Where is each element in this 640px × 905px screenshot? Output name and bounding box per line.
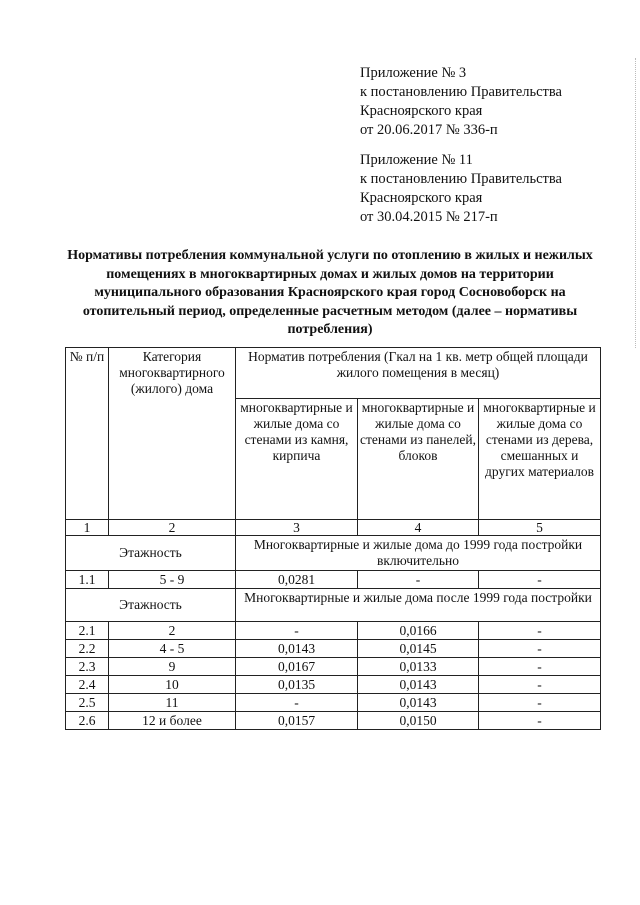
header-norm: Норматив потребления (Гкал на 1 кв. метр общей площади жилого помещения в месяц)	[236, 348, 601, 399]
row-floors: 5 - 9	[109, 571, 236, 589]
row-stone: 0,0167	[236, 658, 358, 676]
row-wood: -	[479, 640, 601, 658]
norms-table	[65, 347, 601, 730]
row-panel: 0,0143	[358, 694, 479, 712]
table-row	[66, 658, 601, 676]
row-panel: -	[358, 571, 479, 589]
row-num: 2.4	[66, 676, 109, 694]
row-floors: 12 и более	[109, 712, 236, 730]
document-title: Нормативы потребления коммунальной услуги по отоплению в жилых и нежилых помещениях в многоквартирных домах и жилых домов на территории муниципального образования Красноярского края город Сосновоборск на отопительный период, определенные расчетным методом (далее – нормативы потребления)	[67, 248, 593, 337]
appendix-3-block	[360, 64, 562, 140]
row-num: 2.2	[66, 640, 109, 658]
appendix-3-line1: Приложение № 3	[360, 65, 467, 81]
table-row	[66, 640, 601, 658]
appendix-11-line4: от 30.04.2015 № 217-п	[360, 209, 498, 225]
row-stone: 0,0157	[236, 712, 358, 730]
row-floors: 10	[109, 676, 236, 694]
row-wood: -	[479, 658, 601, 676]
table-header-row	[66, 348, 601, 399]
table-row	[66, 712, 601, 730]
row-stone: 0,0281	[236, 571, 358, 589]
col-number: 5	[479, 520, 601, 536]
row-floors: 2	[109, 622, 236, 640]
table-row	[66, 676, 601, 694]
row-wood: -	[479, 694, 601, 712]
row-num: 2.3	[66, 658, 109, 676]
section-label: Этажность	[66, 589, 236, 622]
table-row	[66, 571, 601, 589]
col-number: 4	[358, 520, 479, 536]
row-floors: 4 - 5	[109, 640, 236, 658]
column-numbers-row	[66, 520, 601, 536]
section-title: Многоквартирные и жилые дома после 1999 года постройки	[236, 589, 601, 622]
row-floors: 11	[109, 694, 236, 712]
row-floors: 9	[109, 658, 236, 676]
col-number: 1	[66, 520, 109, 536]
col-number: 2	[109, 520, 236, 536]
row-stone: -	[236, 622, 358, 640]
row-panel: 0,0166	[358, 622, 479, 640]
row-wood: -	[479, 712, 601, 730]
header-panel: многоквартирные и жилые дома со стенами из панелей, блоков	[358, 399, 479, 520]
row-wood: -	[479, 571, 601, 589]
scan-edge-mark	[635, 58, 639, 348]
header-wood: многоквартирные и жилые дома со стенами из дерева, смешанных и других материалов	[479, 399, 601, 520]
row-panel: 0,0133	[358, 658, 479, 676]
appendix-11-line1: Приложение № 11	[360, 152, 473, 168]
section-label: Этажность	[66, 536, 236, 571]
section-title: Многоквартирные и жилые дома до 1999 года постройки включительно	[236, 536, 601, 571]
row-panel: 0,0150	[358, 712, 479, 730]
appendix-11-line2: к постановлению Правительства	[360, 171, 562, 187]
section-row-before-1999	[66, 536, 601, 571]
row-stone: -	[236, 694, 358, 712]
header-num: № п/п	[66, 348, 109, 520]
header-category: Категория многоквартирного (жилого) дома	[109, 348, 236, 520]
row-panel: 0,0145	[358, 640, 479, 658]
row-num: 2.5	[66, 694, 109, 712]
row-num: 2.1	[66, 622, 109, 640]
row-num: 2.6	[66, 712, 109, 730]
appendix-3-line2: к постановлению Правительства	[360, 84, 562, 100]
row-panel: 0,0143	[358, 676, 479, 694]
row-stone: 0,0143	[236, 640, 358, 658]
appendix-3-line4: от 20.06.2017 № 336-п	[360, 122, 498, 138]
row-num: 1.1	[66, 571, 109, 589]
section-row-after-1999	[66, 589, 601, 622]
header-stone: многоквартирные и жилые дома со стенами из камня, кирпича	[236, 399, 358, 520]
appendix-11-line3: Красноярского края	[360, 190, 483, 206]
appendix-3-line3: Красноярского края	[360, 103, 483, 119]
row-stone: 0,0135	[236, 676, 358, 694]
table-row	[66, 622, 601, 640]
table-row	[66, 694, 601, 712]
row-wood: -	[479, 676, 601, 694]
row-wood: -	[479, 622, 601, 640]
col-number: 3	[236, 520, 358, 536]
appendix-11-block	[360, 151, 562, 227]
